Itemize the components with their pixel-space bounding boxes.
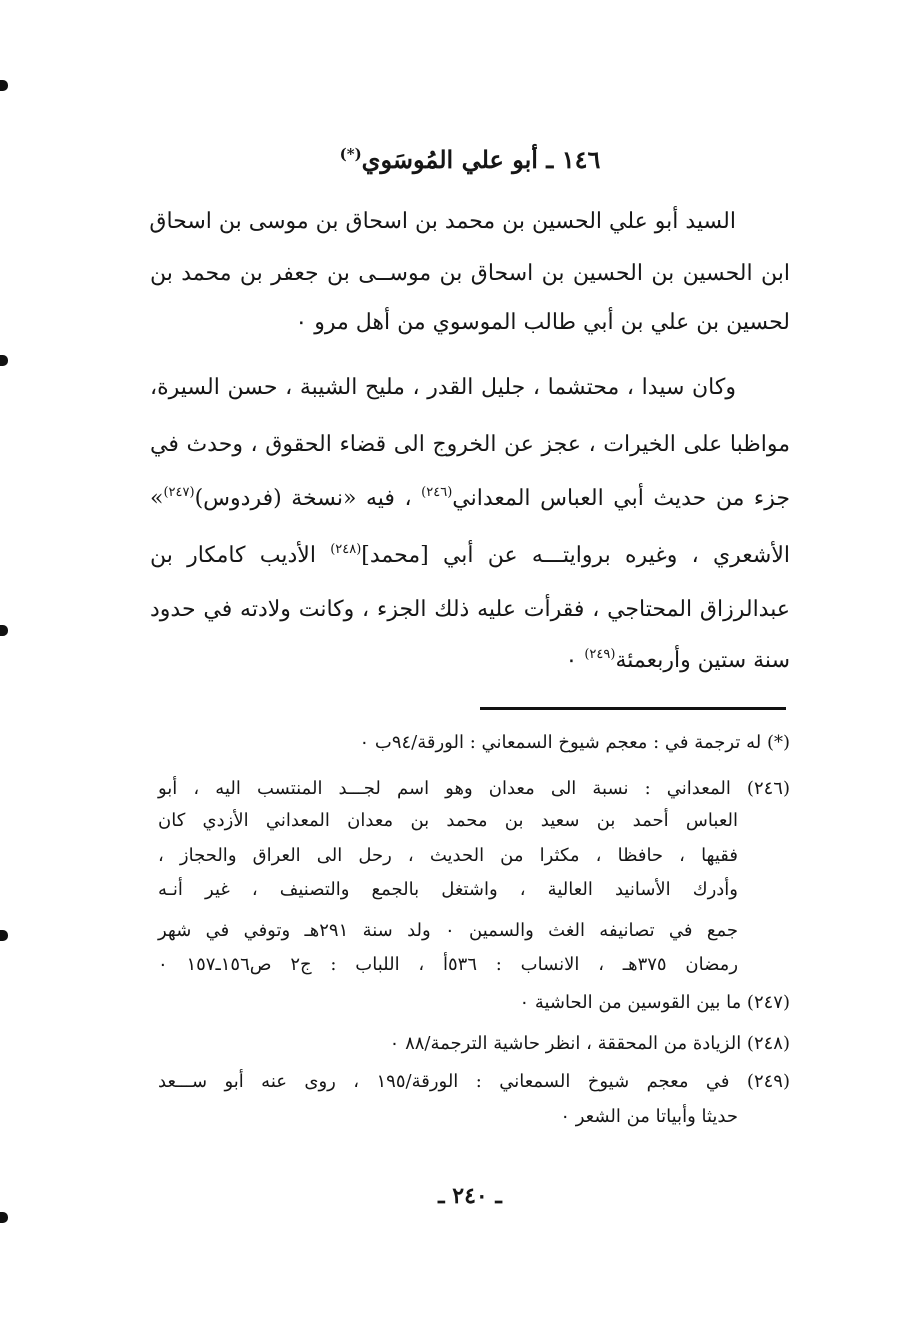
body-line: السيد أبو علي الحسين بن محمد بن اسحاق بن موسى بن اسحاق: [149, 209, 736, 234]
footnote-246-line: (٢٤٦) المعداني : نسبة الى معدان وهو اسم لجـــد المنتسب اليه ، أبو: [158, 778, 790, 799]
text-segment: الأشعري ، وغيره بروايتـــه عن أبي [محمد]: [361, 543, 791, 568]
text-segment: الأديب كامكار بن: [150, 543, 316, 568]
text-segment: ، فيه «نسخة (فردوس): [194, 486, 412, 511]
footnote-246-line: جمع في تصانيفه الغث والسمين ٠ ولد سنة ٢٩١هـ وتوفي في شهر: [158, 920, 738, 941]
footnote-ref: (٢٤٨): [330, 542, 362, 557]
footnote-ref: (٢٤٧): [163, 485, 195, 500]
footnote-separator: [480, 707, 786, 710]
text-segment: جزء من حديث أبي العباس المعداني: [452, 486, 790, 511]
body-line: [566, 645, 791, 677]
body-line: لحسين بن علي بن أبي طالب الموسوي من أهل مرو ٠: [295, 310, 790, 335]
footnote-246-line: رمضان ٣٧٥هـ ، الانساب : ٥٣٦أ ، اللباب : ج٢ ص١٥٦ـ١٥٧ ٠: [158, 954, 739, 975]
footnote-248: (٢٤٨) الزيادة من المحققة ، انظر حاشية الترجمة/٨٨ ٠: [389, 1033, 790, 1054]
footnote-247: (٢٤٧) ما بين القوسين من الحاشية ٠: [519, 992, 790, 1013]
footnote-249-line: حديثا وأبياتا من الشعر ٠: [560, 1106, 738, 1127]
text-segment: »: [150, 486, 164, 511]
body-line: مواظبا على الخيرات ، عجز عن الخروج الى قضاء الحقوق ، وحدث في: [150, 432, 790, 457]
scan-edge-mark: [0, 625, 8, 636]
text-segment: ٠: [565, 648, 578, 673]
title-footnote-marker: (*): [339, 145, 362, 163]
entry-title: [150, 143, 790, 177]
body-line: ابن الحسين بن الحسين بن اسحاق بن موســى بن جعفر بن محمد بن: [150, 261, 790, 286]
text-segment: سنة ستين وأربعمئة: [615, 648, 790, 673]
footnote-ref: (٢٤٩): [584, 647, 616, 662]
body-line: [150, 540, 790, 572]
footnote-star: (*) له ترجمة في : معجم شيوخ السمعاني : الورقة/٩٤ب ٠: [359, 732, 790, 753]
body-line: عبدالرزاق المحتاجي ، فقرأت عليه ذلك الجزء ، وكانت ولادته في حدود: [150, 597, 790, 622]
footnote-249-line: (٢٤٩) في معجم شيوخ السمعاني : الورقة/١٩٥ ، روى عنه أبو ســـعد: [158, 1071, 790, 1092]
scan-edge-mark: [0, 80, 8, 91]
entry-name: أبو علي المُوسَوي: [361, 145, 538, 174]
footnote-ref: (٢٤٦): [421, 485, 453, 500]
footnote-246-line: فقيها ، حافظا ، مكثرا من الحديث ، رحل الى العراق والحجاز ،: [158, 845, 738, 866]
title-dash: ـ: [537, 145, 554, 174]
body-line: [150, 483, 790, 515]
entry-number: ١٤٦: [561, 145, 601, 174]
footnote-246-line: العباس أحمد بن سعيد بن محمد بن معدان المعداني الأزدي كان: [158, 810, 738, 831]
page-number: ـ ٢٤٠ ـ: [438, 1183, 502, 1209]
scan-edge-mark: [0, 1212, 8, 1223]
scan-edge-mark: [0, 930, 8, 941]
footnote-246-line: وأدرك الأسانيد العالية ، واشتغل بالجمع والتصنيف ، غير أنـه: [158, 879, 738, 900]
scan-edge-mark: [0, 355, 8, 366]
body-line: وكان سيدا ، محتشما ، جليل القدر ، مليح الشيبة ، حسن السيرة،: [150, 375, 736, 400]
